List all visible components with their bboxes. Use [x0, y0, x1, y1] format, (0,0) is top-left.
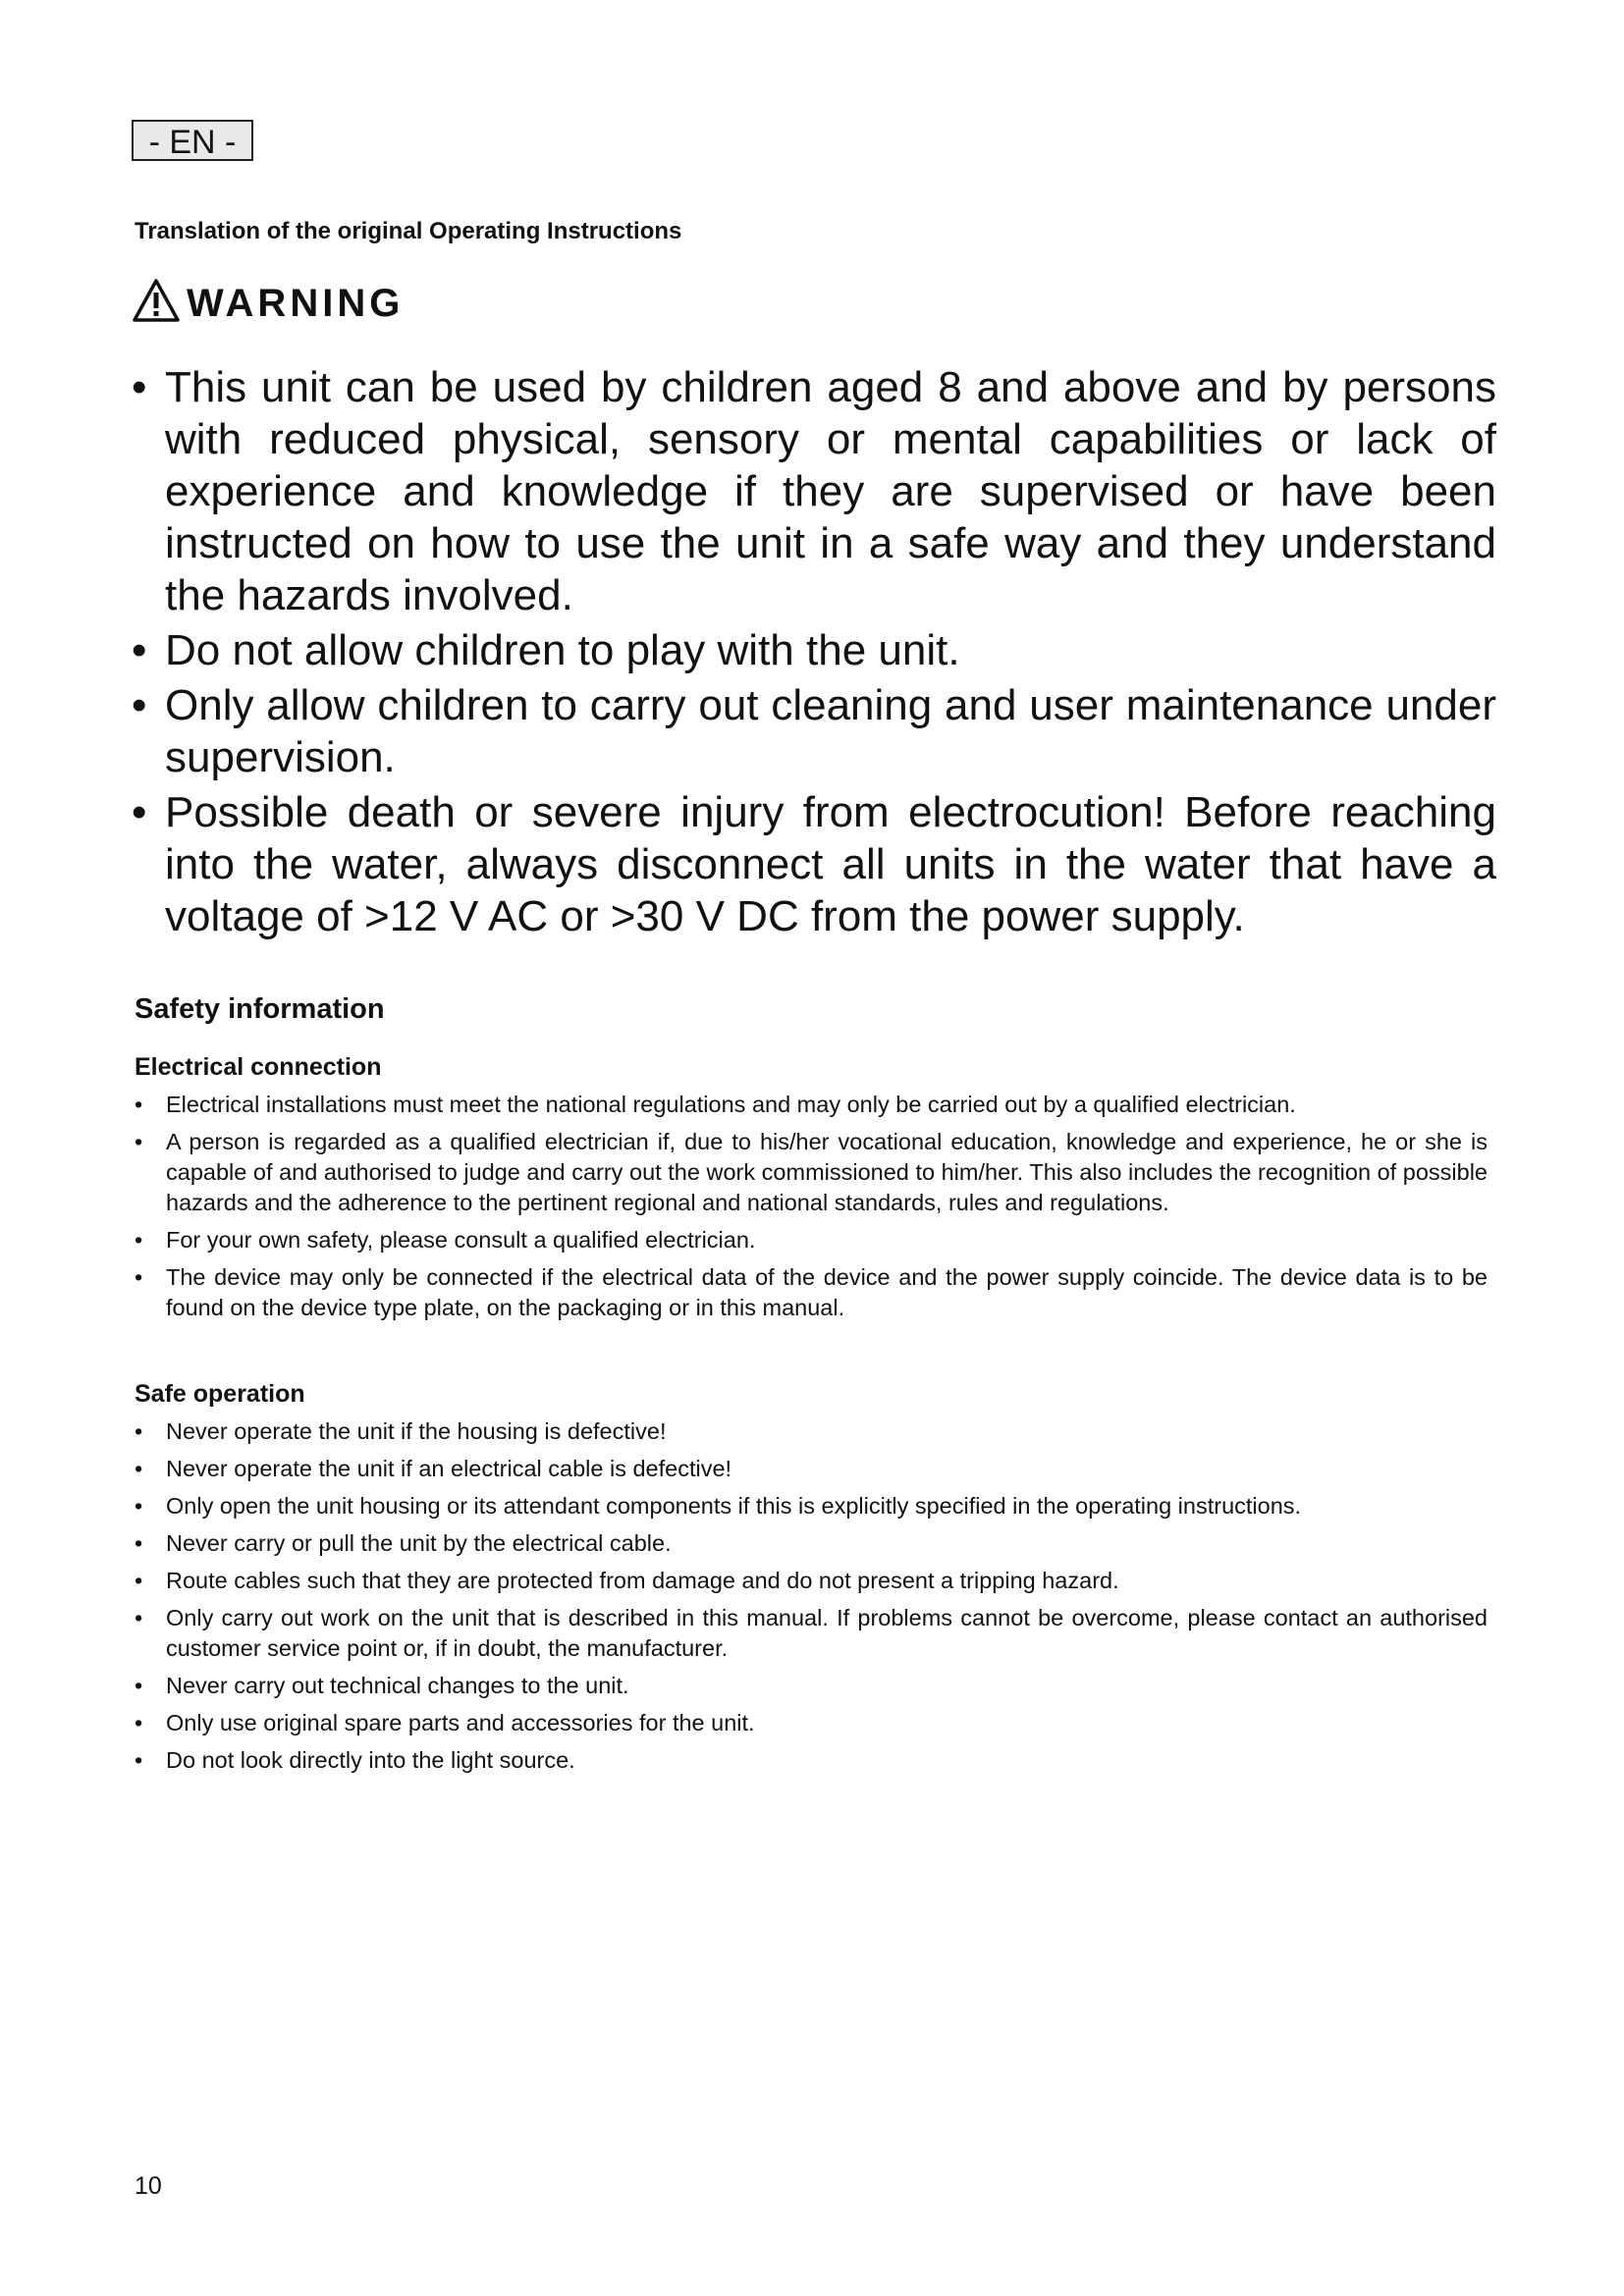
list-item: • Never carry out technical changes to the unit.: [135, 1671, 1488, 1701]
language-tag: - EN -: [132, 120, 253, 161]
list-item: • A person is regarded as a qualified electrician if, due to his/her vocational education, knowledge and experience, he or she is capable of and authorised to judge and carry out the work commissioned to him/her. This also includes the recognition of possible hazards and the adherence to the pertinent regional and national standards, rules and regulations.: [135, 1127, 1488, 1218]
warning-item: • Possible death or severe injury from electrocution! Before reaching into the water, always disconnect all units in the water that have a voltage of >12 V AC or >30 V DC from the power supply.: [132, 786, 1496, 942]
list-item: • Route cables such that they are protected from damage and do not present a tripping hazard.: [135, 1566, 1488, 1596]
list-item: • Never carry or pull the unit by the electrical cable.: [135, 1528, 1488, 1559]
warning-triangle-icon: [132, 278, 181, 323]
list-item: • Never operate the unit if an electrical cable is defective!: [135, 1454, 1488, 1484]
list-item: • Only use original spare parts and accessories for the unit.: [135, 1708, 1488, 1738]
warning-item: • Do not allow children to play with the unit.: [132, 624, 1496, 676]
safety-information-title: Safety information: [135, 993, 385, 1025]
electrical-connection-list: [135, 1090, 1488, 1330]
safe-operation-title: Safe operation: [135, 1380, 305, 1408]
list-item: • Only carry out work on the unit that is described in this manual. If problems cannot be overcome, please contact an authorised customer service point or, if in doubt, the manufacturer.: [135, 1603, 1488, 1664]
warning-item: • Only allow children to carry out cleaning and user maintenance under supervision.: [132, 679, 1496, 783]
electrical-connection-title: Electrical connection: [135, 1053, 382, 1081]
list-item: • Never operate the unit if the housing is defective!: [135, 1416, 1488, 1447]
warning-title: WARNING: [187, 282, 405, 325]
safe-operation-list: [135, 1416, 1488, 1783]
list-item: • The device may only be connected if the electrical data of the device and the power supply coincide. The device data is to be found on the device type plate, on the packaging or in this manual.: [135, 1262, 1488, 1323]
list-item: • Do not look directly into the light source.: [135, 1745, 1488, 1776]
warning-item: • This unit can be used by children aged 8 and above and by persons with reduced physical, sensory or mental capabilities or lack of experience and knowledge if they are supervised or have been instructed on how to use the unit in a safe way and they understand the hazards involved.: [132, 361, 1496, 621]
list-item: • Electrical installations must meet the national regulations and may only be carried out by a qualified electrician.: [135, 1090, 1488, 1120]
document-subtitle: Translation of the original Operating Instructions: [135, 218, 682, 244]
page-number: 10: [135, 2172, 162, 2200]
list-item: • Only open the unit housing or its attendant components if this is explicitly specified in the operating instructions.: [135, 1491, 1488, 1522]
warning-heading: [132, 278, 404, 323]
warning-list: [132, 361, 1496, 945]
list-item: • For your own safety, please consult a qualified electrician.: [135, 1225, 1488, 1255]
